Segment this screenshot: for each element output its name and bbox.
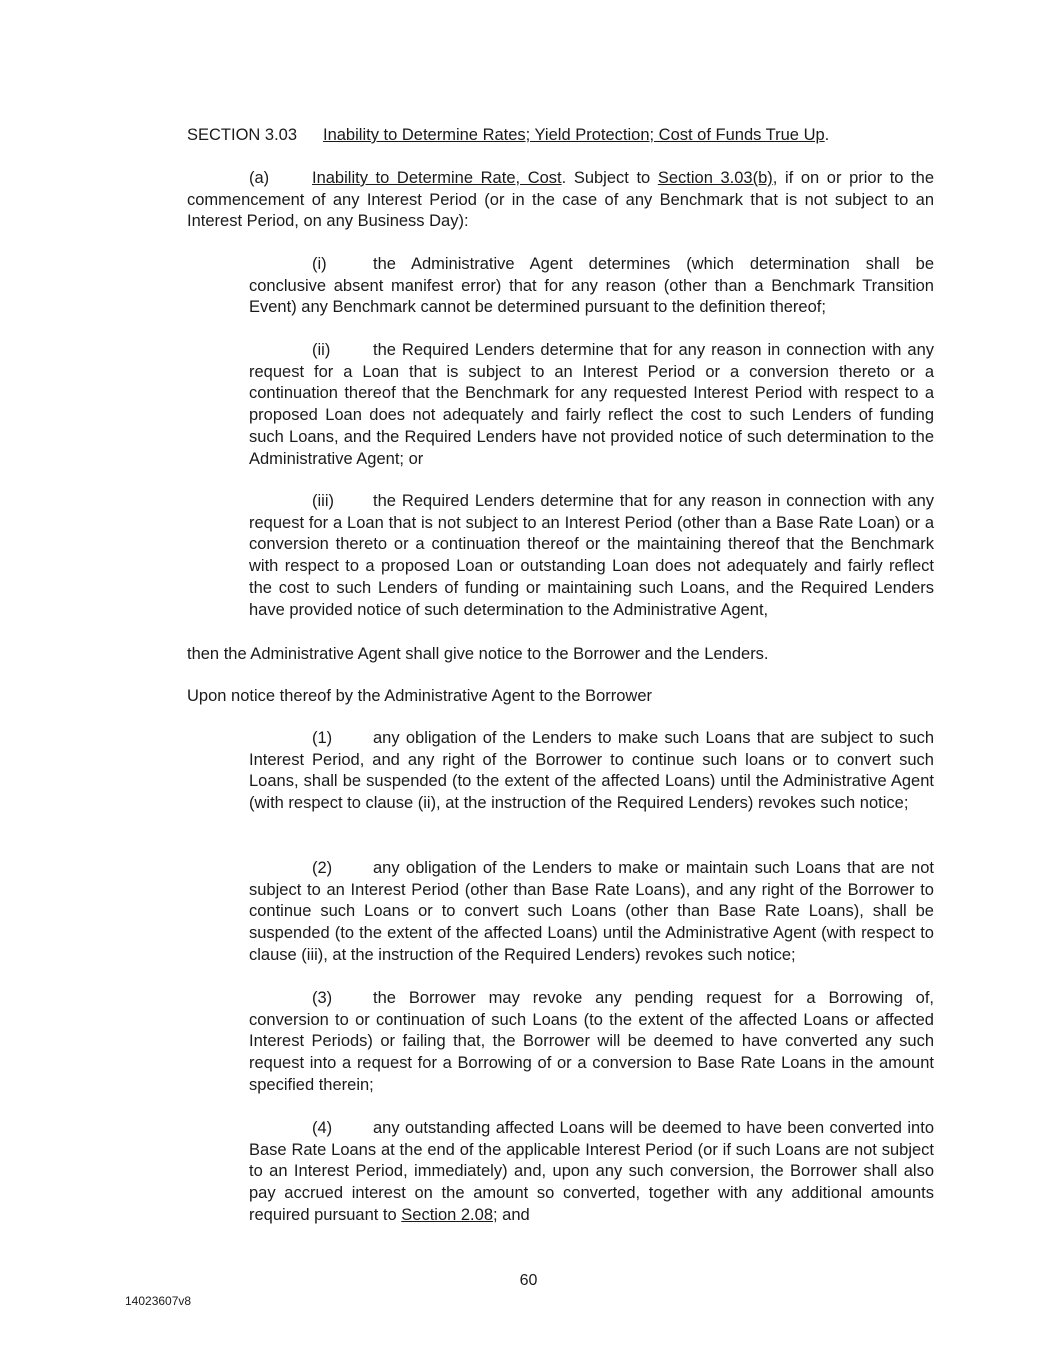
item-1-text: any obligation of the Lenders to make such Loans that are subject to such Interest Period, and any right of the Borrower to continue such loans or to convert such Loans, shall be suspended (to the extent of the affected Loans) until the Administrative Agent (with respect to clause (ii), at the instruction of the Required Lenders) revokes such notice; <box>249 729 934 813</box>
paragraph-a-label: (a) <box>249 169 270 187</box>
item-4-label: (4) <box>312 1119 333 1137</box>
clause-i <box>249 254 934 319</box>
clause-ii <box>249 340 934 470</box>
upon-notice-text: Upon notice thereof by the Administrative Agent to the Borrower <box>187 687 653 705</box>
clause-i-text: the Administrative Agent determines (which determination shall be conclusive absent manifest error) that for any reason (other than a Benchmark Transition Event) any Benchmark cannot be determined pursuant to the definition thereof; <box>249 255 934 317</box>
item-4-text2: ; and <box>493 1205 530 1224</box>
item-3 <box>249 988 934 1097</box>
item-4 <box>249 1118 934 1227</box>
page-number: 60 <box>519 1272 538 1289</box>
item-4-text1: any outstanding affected Loans will be deemed to have been converted into Base Rate Loans at the end of the applicable Interest Period (or if such Loans are not subject to an Interest Period, immediately) and, upon any such conversion, the Borrower shall also pay accrued interest on the amount so converted, together with any additional amounts required pursuant to <box>249 1119 934 1224</box>
item-2 <box>249 858 934 967</box>
clause-i-label: (i) <box>312 255 327 273</box>
clause-ii-text: the Required Lenders determine that for any reason in connection with any request for a Loan that is subject to an Interest Period or a conversion thereto or a continuation thereof that the Benchmark for any requested Interest Period with respect to a proposed Loan does not adequately and fairly reflect the cost to such Lenders of funding such Loans, and the Required Lenders have not provided notice of such determination to the Administrative Agent; or <box>249 341 934 468</box>
clause-ii-label: (ii) <box>312 341 331 359</box>
clause-iii <box>249 491 934 621</box>
item-2-label: (2) <box>312 859 333 877</box>
then-notice-text: then the Administrative Agent shall give notice to the Borrower and the Lenders. <box>187 645 769 663</box>
section-title-period: . <box>824 126 830 144</box>
item-1-label: (1) <box>312 729 333 747</box>
clause-iii-label: (iii) <box>312 492 334 510</box>
section-3-03b-reference: Section 3.03(b) <box>657 169 773 187</box>
section-title: Inability to Determine Rates; Yield Protection; Cost of Funds True Up <box>323 126 825 144</box>
item-3-text: the Borrower may revoke any pending request for a Borrowing of, conversion to or continuation of such Loans (to the extent of the affected Loans or affected Interest Periods) or failing that, the Borrower will be deemed to have converted any such request into a request for a Borrowing of or a conversion to Base Rate Loans in the amount specified therein; <box>249 989 934 1094</box>
item-1 <box>249 728 934 815</box>
section-number: SECTION 3.03 <box>187 126 298 144</box>
section-2-08-reference: Section 2.08 <box>401 1205 493 1224</box>
paragraph-a-title: Inability to Determine Rate, Cost <box>312 169 562 187</box>
clause-iii-text: the Required Lenders determine that for any reason in connection with any request for a Loan that is not subject to an Interest Period (other than a Base Rate Loan) or a conversion thereto or a continuation thereof or the maintaining thereof that the Benchmark with respect to a proposed Loan or outstanding Loan does not adequately and fairly reflect the cost to such Lenders of funding or maintaining such Loans, and the Required Lenders have provided notice of such determination to the Administrative Agent, <box>249 492 934 619</box>
document-id: 14023607v8 <box>125 1294 192 1308</box>
section-heading <box>187 125 934 147</box>
item-3-label: (3) <box>312 989 333 1007</box>
paragraph-a <box>187 168 934 233</box>
paragraph-a-text2: , if on or prior to the commencement of any Interest Period (or in the case of any Benchmark that is not subject to an Interest Period, on any Business Day): <box>187 169 934 231</box>
item-2-text: any obligation of the Lenders to make or maintain such Loans that are not subject to an Interest Period (other than Base Rate Loans), and any right of the Borrower to continue such Loans or to convert such Loans (other than Base Rate Loans), shall be suspended (to the extent of the affected Loans) until the Administrative Agent (with respect to clause (iii), at the instruction of the Required Lenders) revokes such notice; <box>249 859 934 964</box>
paragraph-a-text1: . Subject to <box>561 169 658 187</box>
